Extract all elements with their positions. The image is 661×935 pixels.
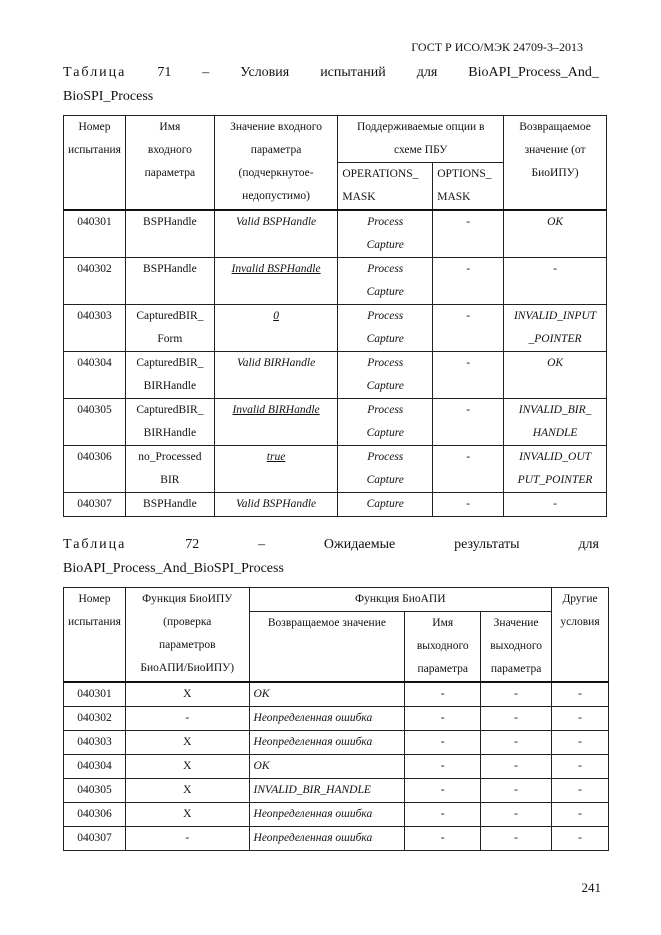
cell-line: параметра <box>250 144 302 156</box>
return-value <box>504 305 607 352</box>
cell-line: схеме ПБУ <box>394 144 448 156</box>
options-mask: - <box>433 305 504 352</box>
cell-line: BSPHandle <box>143 498 197 510</box>
cell-line: входного <box>147 144 192 156</box>
test-number: 040301 <box>64 682 126 707</box>
output-value: - <box>481 827 552 851</box>
header-opts <box>433 163 504 211</box>
table-row <box>64 682 609 707</box>
table72 <box>63 587 609 851</box>
cell-line: БиоИПУ) <box>531 167 579 179</box>
output-name: - <box>405 731 481 755</box>
test-number: 040304 <box>64 755 126 779</box>
cell-line: Process <box>367 310 404 322</box>
return-value <box>504 399 607 446</box>
cell-line: _POINTER <box>528 333 582 345</box>
other-conditions: - <box>552 682 609 707</box>
cell-line: Capture <box>366 333 404 345</box>
caption-w2: результаты <box>454 537 520 552</box>
cell-line: Capture <box>366 498 404 510</box>
parameter-name <box>125 210 214 258</box>
test-number: 040307 <box>64 493 126 517</box>
caption-number: 71 <box>157 65 172 80</box>
operations-mask <box>338 352 433 399</box>
cell-line: no_Processed <box>138 451 202 463</box>
table-row <box>64 779 609 803</box>
bsp-check: X <box>125 755 249 779</box>
cell-line: Значение <box>493 617 539 629</box>
caption-number: 72 <box>185 537 200 552</box>
cell-line: BIRHandle <box>143 427 197 439</box>
table72-caption <box>63 533 599 581</box>
input-value: Invalid BSPHandle <box>214 258 338 305</box>
bsp-check: X <box>125 803 249 827</box>
other-conditions: - <box>552 803 609 827</box>
caption-w3: для <box>578 537 599 552</box>
cell-line: выходного <box>490 640 543 652</box>
cell-line: HANDLE <box>532 427 578 439</box>
parameter-name <box>125 446 214 493</box>
table-row <box>64 731 609 755</box>
output-name: - <box>405 803 481 827</box>
table-row <box>64 258 607 305</box>
operations-mask <box>338 446 433 493</box>
return-value <box>504 493 607 517</box>
header-return <box>504 116 607 211</box>
cell-line: Capture <box>366 239 404 251</box>
caption-w4: BioAPI_Process_And_ <box>468 65 599 80</box>
return-value <box>504 210 607 258</box>
output-name: - <box>405 707 481 731</box>
cell-line: MASK <box>342 191 376 203</box>
cell-line: CapturedBIR_ <box>136 357 204 369</box>
cell-line: Значение входного <box>230 121 322 133</box>
cell-line: испытания <box>67 144 121 156</box>
cell-line: OK <box>547 357 564 369</box>
cell-line: (проверка <box>163 616 212 628</box>
other-conditions: - <box>552 707 609 731</box>
test-number: 040306 <box>64 803 126 827</box>
cell-line: испытания <box>67 616 121 628</box>
cell-line: Capture <box>366 474 404 486</box>
return-value: Неопределенная ошибка <box>249 827 405 851</box>
test-number: 040301 <box>64 210 126 258</box>
other-conditions: - <box>552 779 609 803</box>
options-mask: - <box>433 446 504 493</box>
cell-line: значение (от <box>524 144 586 156</box>
output-value: - <box>481 731 552 755</box>
cell-line: CapturedBIR_ <box>136 404 204 416</box>
cell-line: BIRHandle <box>143 380 197 392</box>
test-number: 040302 <box>64 707 126 731</box>
caption-line2: BioAPI_Process_And_BioSPI_Process <box>63 561 284 576</box>
options-mask: - <box>433 399 504 446</box>
caption-word: Таблица <box>63 65 127 80</box>
table-row <box>64 305 607 352</box>
table-row <box>64 493 607 517</box>
table-row <box>64 399 607 446</box>
header-num <box>64 588 126 683</box>
input-value: Invalid BIRHandle <box>214 399 338 446</box>
cell-line: Возвращаемое <box>519 121 591 133</box>
cell-line: PUT_POINTER <box>517 474 593 486</box>
test-number: 040307 <box>64 827 126 851</box>
header-other <box>552 588 609 683</box>
test-number: 040302 <box>64 258 126 305</box>
table-row <box>64 827 609 851</box>
cell-line: BSPHandle <box>143 216 197 228</box>
cell-line: параметров <box>158 639 216 651</box>
parameter-name <box>125 352 214 399</box>
return-value <box>504 258 607 305</box>
cell-line: Process <box>367 451 404 463</box>
header-name <box>125 116 214 211</box>
cell-line: INVALID_INPUT <box>513 310 597 322</box>
table-row <box>64 210 607 258</box>
table-row <box>64 446 607 493</box>
cell-line: INVALID_BIR_ <box>518 404 592 416</box>
caption-w1: Условия <box>240 65 290 80</box>
cell-line: недопустимо) <box>242 190 310 202</box>
input-value: Valid BSPHandle <box>214 210 338 258</box>
cell-line: Process <box>367 357 404 369</box>
output-name: - <box>405 779 481 803</box>
table-row <box>64 755 609 779</box>
cell-line: Имя <box>159 121 181 133</box>
cell-line: Функция БиоИПУ <box>142 593 233 605</box>
cell-line: Capture <box>366 380 404 392</box>
return-value: Неопределенная ошибка <box>249 731 405 755</box>
bsp-check: X <box>125 779 249 803</box>
bsp-check: - <box>125 827 249 851</box>
cell-line: параметра <box>417 663 468 675</box>
cell-line: Поддерживаемые опции в <box>356 121 485 133</box>
input-value: Valid BIRHandle <box>214 352 338 399</box>
cell-line: Имя <box>432 617 454 629</box>
output-value: - <box>481 755 552 779</box>
output-value: - <box>481 803 552 827</box>
test-number: 040305 <box>64 779 126 803</box>
options-mask: - <box>433 258 504 305</box>
return-value: Неопределенная ошибка <box>249 803 405 827</box>
caption-line2: BioSPI_Process <box>63 89 154 104</box>
return-value: OK <box>249 682 405 707</box>
other-conditions: - <box>552 755 609 779</box>
options-mask: - <box>433 493 504 517</box>
caption-w1: Ожидаемые <box>323 537 396 552</box>
cell-line: - <box>553 263 557 275</box>
cell-line: Process <box>367 263 404 275</box>
test-number: 040306 <box>64 446 126 493</box>
cell-line: OK <box>547 216 564 228</box>
caption-w3: для <box>416 65 438 80</box>
other-conditions: - <box>552 827 609 851</box>
cell-line: БиоАПИ/БиоИПУ) <box>140 662 235 674</box>
return-value: Неопределенная ошибка <box>249 707 405 731</box>
options-mask: - <box>433 210 504 258</box>
test-number: 040304 <box>64 352 126 399</box>
parameter-name <box>125 493 214 517</box>
cell-line: CapturedBIR_ <box>136 310 204 322</box>
caption-dash: – <box>202 65 210 80</box>
cell-line: Capture <box>366 286 404 298</box>
output-name: - <box>405 682 481 707</box>
table-row <box>64 707 609 731</box>
table71-caption <box>63 61 599 109</box>
input-value: true <box>214 446 338 493</box>
input-value: 0 <box>214 305 338 352</box>
test-number: 040303 <box>64 305 126 352</box>
header-ops <box>338 163 433 211</box>
cell-line: OPTIONS_ <box>437 168 492 180</box>
options-mask: - <box>433 352 504 399</box>
cell-line: (подчеркнутое- <box>238 167 314 179</box>
header-api-function: Функция БиоАПИ <box>249 588 552 612</box>
operations-mask <box>338 210 433 258</box>
page-number: 241 <box>581 880 601 895</box>
cell-line: Process <box>367 216 404 228</box>
bsp-check: X <box>125 731 249 755</box>
bsp-check: X <box>125 682 249 707</box>
input-value: Valid BSPHandle <box>214 493 338 517</box>
header-return-value: Возвращаемое значение <box>249 612 405 683</box>
table71 <box>63 115 607 517</box>
output-name: - <box>405 827 481 851</box>
cell-line: условия <box>560 616 600 628</box>
cell-line: Другие <box>562 593 598 605</box>
return-value: INVALID_BIR_HANDLE <box>249 779 405 803</box>
output-value: - <box>481 707 552 731</box>
header-supported <box>338 116 504 163</box>
table-row <box>64 803 609 827</box>
cell-line: INVALID_OUT <box>519 451 592 463</box>
output-value: - <box>481 682 552 707</box>
cell-line: выходного <box>416 640 469 652</box>
other-conditions: - <box>552 731 609 755</box>
cell-line: MASK <box>437 191 471 203</box>
operations-mask <box>338 493 433 517</box>
cell-line: параметра <box>490 663 542 675</box>
test-number: 040305 <box>64 399 126 446</box>
parameter-name <box>125 399 214 446</box>
cell-line: - <box>553 498 557 510</box>
standard-header: ГОСТ Р ИСО/МЭК 24709-3–2013 <box>411 40 583 54</box>
header-output-value <box>481 612 552 683</box>
cell-line: Process <box>367 404 404 416</box>
bsp-check: - <box>125 707 249 731</box>
cell-line: Form <box>157 333 183 345</box>
return-value: OK <box>249 755 405 779</box>
cell-line: BSPHandle <box>143 263 197 275</box>
header-bsp-function <box>125 588 249 683</box>
caption-word: Таблица <box>63 537 127 552</box>
return-value <box>504 446 607 493</box>
test-number: 040303 <box>64 731 126 755</box>
cell-line: параметра <box>144 167 196 179</box>
caption-dash: – <box>258 537 266 552</box>
return-value <box>504 352 607 399</box>
parameter-name <box>125 305 214 352</box>
operations-mask <box>338 258 433 305</box>
parameter-name <box>125 258 214 305</box>
output-value: - <box>481 779 552 803</box>
header-value <box>214 116 338 211</box>
caption-w2: испытаний <box>320 65 386 80</box>
cell-line: BIR <box>160 474 180 486</box>
operations-mask <box>338 305 433 352</box>
output-name: - <box>405 755 481 779</box>
header-num <box>64 116 126 211</box>
table-row <box>64 352 607 399</box>
header-output-name <box>405 612 481 683</box>
cell-line: Capture <box>366 427 404 439</box>
cell-line: Номер <box>78 593 111 605</box>
cell-line: Номер <box>78 121 111 133</box>
cell-line: OPERATIONS_ <box>342 168 419 180</box>
operations-mask <box>338 399 433 446</box>
